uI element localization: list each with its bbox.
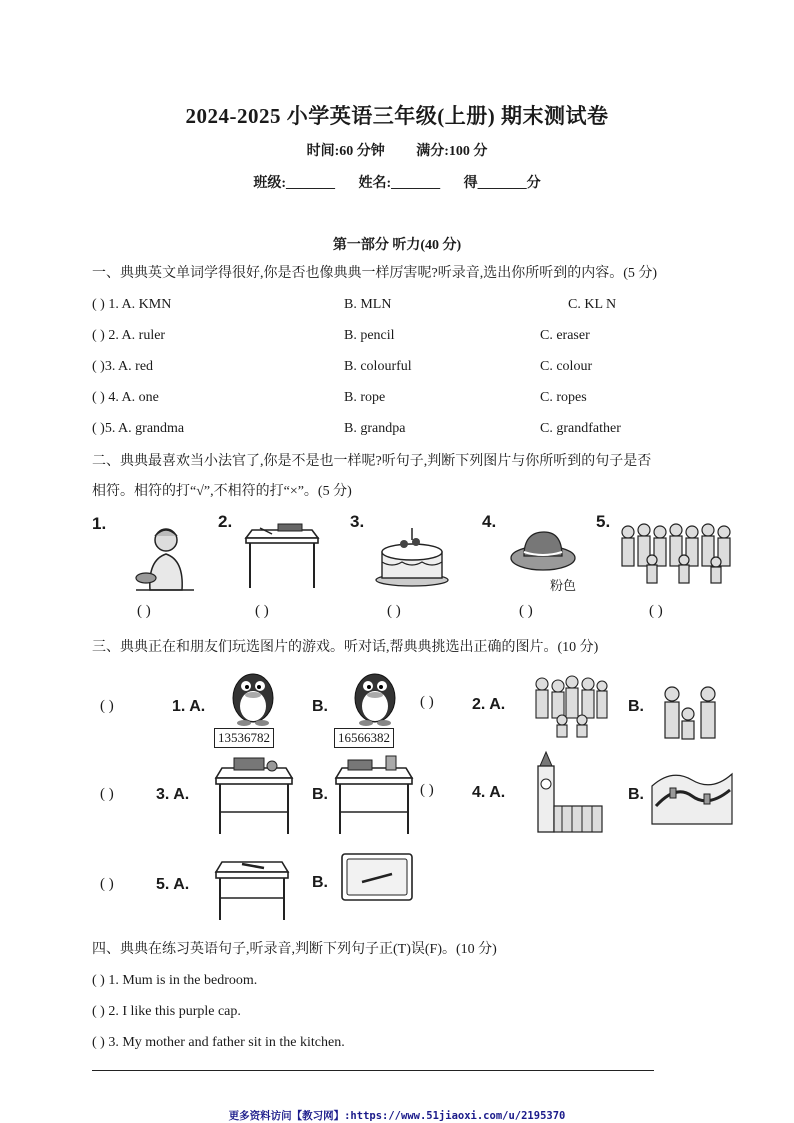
s3-q4-label: 4. A. [472, 784, 506, 801]
part-one-title: 第一部分 听力(40 分) [332, 238, 462, 253]
section1-instruction: 一、典典英文单词学得很好,你是否也像典典一样厉害呢?听录音,选出你所听到的内容。(5 分) [92, 266, 658, 281]
s2-answer-1[interactable]: ( ) [137, 603, 151, 619]
s1-q5-b: B. grandpa [344, 421, 406, 436]
grandma-picture [128, 520, 200, 592]
s2-answer-4[interactable]: ( ) [519, 603, 533, 619]
exam-time: 时间:60 分钟 [306, 144, 385, 159]
penguin-b-picture [346, 668, 404, 726]
exam-full-score: 满分:100 分 [416, 144, 488, 159]
s1-q3-a: ( )3. A. red [92, 359, 154, 374]
s1-q5-c: C. grandfather [540, 421, 621, 436]
s2-answer-3[interactable]: ( ) [387, 603, 401, 619]
section2-instruction-2: 相符。相符的打“√”,不相符的打“×”。(5 分) [92, 484, 352, 499]
s3-answer-5[interactable]: ( ) [100, 876, 114, 892]
s3-answer-4[interactable]: ( ) [420, 782, 434, 798]
s2-number-4: 4. [482, 512, 497, 531]
s4-q3: ( ) 3. My mother and father sit in the kitchen. [92, 1035, 345, 1050]
s3-q3-label: 3. A. [156, 786, 190, 803]
section4-instruction: 四、典典在练习英语句子,听录音,判断下列句子正(T)误(F)。(10 分) [92, 942, 497, 957]
s3-q5-b-label: B. [312, 874, 328, 891]
footer-link[interactable]: 更多资料访问【教习网】:https://www.51jiaoxi.com/u/2195370 [228, 1110, 566, 1122]
s2-answer-5[interactable]: ( ) [649, 603, 663, 619]
s3-q2-b-label: B. [628, 698, 644, 715]
s3-q3-b-label: B. [312, 786, 328, 803]
s1-q2-c: C. eraser [540, 328, 590, 343]
pencil-box-picture [340, 852, 414, 902]
desk-pencil-picture [214, 852, 290, 922]
s2-number-2: 2. [218, 512, 233, 531]
phone-number-a: 13536782 [214, 728, 274, 748]
hat-picture [508, 526, 578, 574]
s2-answer-2[interactable]: ( ) [255, 603, 269, 619]
student-info [0, 172, 794, 192]
s1-q3-c: C. colour [540, 359, 593, 374]
s1-q1-c: C. KL N [568, 297, 617, 312]
s4-q1: ( ) 1. Mum is in the bedroom. [92, 973, 258, 988]
desk-book-picture [242, 522, 322, 590]
s1-q2-b: B. pencil [344, 328, 395, 343]
s2-number-3: 3. [350, 512, 365, 531]
hat-caption: 粉色 [550, 578, 577, 593]
s4-q2: ( ) 2. I like this purple cap. [92, 1004, 241, 1019]
class-field: 班级:_______ [253, 176, 335, 191]
s1-q2-a: ( ) 2. A. ruler [92, 328, 166, 343]
score-field: 得_______分 [463, 176, 541, 191]
penguin-a-picture [224, 668, 282, 726]
desk-books-b-picture [334, 754, 414, 836]
s1-q1-b: B. MLN [344, 297, 392, 312]
s3-answer-2[interactable]: ( ) [420, 694, 434, 710]
desk-books-a-picture [214, 754, 294, 836]
section3-instruction: 三、典典正在和朋友们玩选图片的游戏。听对话,帮典典挑选出正确的图片。(10 分) [92, 640, 599, 655]
s1-q3-b: B. colourful [344, 359, 412, 374]
big-family-a-picture [532, 674, 608, 738]
s3-q2-label: 2. A. [472, 696, 506, 713]
s2-number-5: 5. [596, 512, 611, 531]
s2-number-1: 1. [92, 514, 107, 533]
s1-q4-a: ( ) 4. A. one [92, 390, 159, 405]
great-wall-picture [652, 766, 732, 824]
name-field: 姓名:_______ [358, 176, 441, 191]
small-family-b-picture [660, 684, 722, 742]
s1-q1-a: ( ) 1. A. KMN [92, 297, 172, 312]
bottom-divider [92, 1070, 654, 1071]
s3-q5-label: 5. A. [156, 876, 190, 893]
big-ben-picture [532, 750, 604, 834]
section2-instruction-1: 二、典典最喜欢当小法官了,你是不是也一样呢?听句子,判断下列图片与你所听到的句子是否 [92, 454, 652, 469]
exam-meta [0, 140, 794, 160]
s1-q4-b: B. rope [344, 390, 386, 405]
s1-q5-a: ( )5. A. grandma [92, 421, 185, 436]
page-title: 2024-2025 小学英语三年级(上册) 期末测试卷 [185, 104, 609, 128]
s3-q1-label: 1. A. [172, 698, 206, 715]
s3-answer-3[interactable]: ( ) [100, 786, 114, 802]
phone-number-b: 16566382 [334, 728, 394, 748]
s3-answer-1[interactable]: ( ) [100, 698, 114, 714]
s1-q4-c: C. ropes [540, 390, 587, 405]
cake-picture [374, 524, 450, 588]
big-family-picture [618, 520, 736, 588]
s3-q1-b-label: B. [312, 698, 328, 715]
s3-q4-b-label: B. [628, 786, 644, 803]
